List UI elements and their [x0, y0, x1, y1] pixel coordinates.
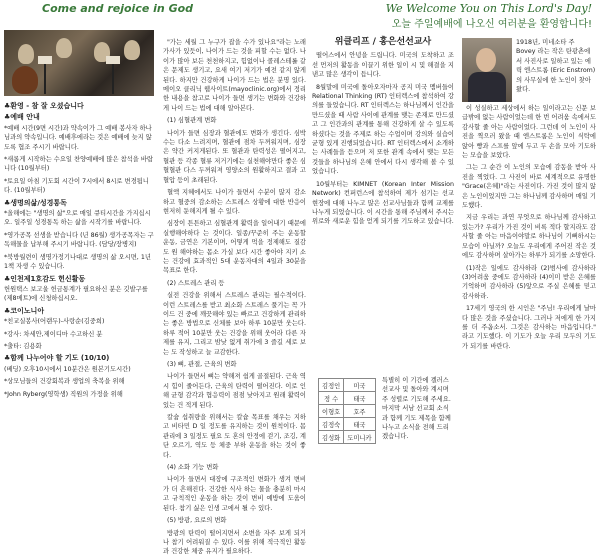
bulletin-header-right-subtitle: 오늘 주일예배에 나오신 여러분을 환영합니다!	[391, 19, 592, 30]
bulletin-header-left: Come and rejoice in God	[42, 2, 194, 15]
essay-photo	[462, 38, 512, 102]
essay-paragraph: 17세기 영국의 한 시인은 "주님! 우리에게 날마다 많은 것을 주셨습니다. 그러나 저에게 한 가지를 더 주옵소서. 그것은 감사하는 마음입니다." 라고 기도했다. 이 기도가 오늘 우리 모두의 기도가 되기를 바란다.	[462, 305, 596, 350]
announcement-item: *올해에는 "생명의 삶"으로 매일 큐티시간을 가지십시오. 일주일 성경통독 하는 삶을 시작기를 바랍니다.	[4, 210, 151, 227]
schedule-cell: 김정인	[319, 379, 344, 392]
schedule-cell: 미국	[344, 379, 375, 392]
essay-column	[462, 104, 596, 462]
schedule-cell: 이형호	[319, 405, 344, 418]
essay-paragraph: (1)작은 일에도 감사하라 (2)범사에 감사하라 (3)어려움 중에도 감사하라 (4)이미 받은 은혜를 기억하며 감사하라 (5)앞으로 주실 은혜를 믿고 감사하라.	[462, 264, 596, 300]
article-paragraph: (2) 스트레스 관리 등	[167, 279, 225, 287]
article-paragraph: 방광의 탄력이 떨어지면서 소변을 자주 보게 되거나 참기 어려워질 수 있다. 이를 위해 적극적인 활동과 건강한 체중 유지가 필요하다.	[163, 529, 306, 556]
announcement-item: (베딩) 오후10시에서 10분간은 원본기도시간)	[4, 365, 131, 373]
announcement-item: *북방월련이 생명가정기나대로 생명의 삶 오시면, 1년 1책 자생 수 있습니다.	[4, 253, 151, 271]
article-paragraph: (3) 뼈, 관절, 근육의 변화	[167, 361, 237, 368]
missionary-schedule-table	[318, 378, 376, 444]
announcement-heading: ♣생명의삶/성경통독	[4, 198, 67, 207]
missionary-letter-title: 위클리프 / 홍은선선교사	[334, 37, 432, 47]
schedule-row	[319, 405, 376, 418]
announcement-heading: ♣예배 안내	[4, 113, 40, 122]
bulletin-header-right-title: We Welcome You on This Lord's Day!	[385, 2, 592, 15]
letter-paragraph: 8월말에 미국에 돌아오자마자 공지 미국 멤버들이 Relational Thinking (RT) 인터렉스에 참석하여 강의를 들었습니다. RT 인터렉스는 하나님께서 인간을 만드셨을 때 사람 사이에 관계를 맺는 존재로 만드셨고 그 인간과의 관계를 통해 건강하게 살 수 있도록 하셨다는 것을 주제로 하는 수업이며 강의와 실습이 균형 있게 진행되었습니다. RT 인터렉스에서 소개하는 사례들을 듣으며 저 또한 관계 속에서 맺는 모든 것들을 하나님의 은혜 안에서 다시 생각해 볼 수 있었습니다.	[312, 83, 454, 176]
article-paragraph: "가는 세월 그 누구가 잡을 수가 있나요"라는 노래 가사가 있듯이, 나이가 드는 것을 피할 수는 없다. 나이가 많아 보든 천천하지고, 힘없이나 콜레스테롤 같은 문제도 생기고, 요새 여기 저기가 예전 같지 않게 된다. 하지만 건강하게 나이가 드는 법은 분명 있다. 메이오 클리닉 웹사이트(mayoclinic.org)에서 정리한 내용을 참고로 나이가 들면 생기는 변화와 건강하게 나이 드는 법에 대해 알아본다.	[163, 39, 306, 112]
article-paragraph: 심장이 튼튼하고 심혈관계 활력을 일어내기 때문에 실행해야하다 는 것이다. 일종/꾸준히 주는 운동할 운동, 금연은 기본이며, 어떻게 먹을 정제해도 질감도 원 해야하는 몸소 가실 보다 시간 좋아야 지키 소는 건강에 효과적인 5대 운동자대의 4일과 30분을 목표로 한다.	[163, 220, 306, 275]
schedule-cell: 김성화	[319, 431, 344, 444]
essay-paragraph: 이 성실하고 세상에서 하는 일이라고는 신문 보급밖에 없는 사람이었는데 한 번 어려움 속에서도 감사할 줄 아는 사람이었다. 그런데 이 노인이 사진을 찍으러 왔을 때 엔스트롬은 노인이 식탁에 앉아 빵과 스프를 앞에 두고 두 손을 모아 기도하는 모습을 보았다.	[462, 105, 596, 160]
article-paragraph: 칼슘 섭취량을 위해서는 칼슘 목표를 채우는 지하고 비타민 D 일 정도를 유지하는 것이 원칙이다. 몸 관리에 3 일정도 필요 도 혼의 안정에 걷기, 조깅, 계단 오르기, 역도 등 체중 부하 운동을 하는 것이 좋다.	[163, 414, 306, 459]
announcement-item: *강사: 차세안,제이디마 수고하신 분	[4, 330, 103, 338]
announcement-item: *친교실봉사(어랜두)-사랑순(김중희)	[4, 318, 105, 326]
schedule-cell: 태국	[344, 418, 375, 431]
letter-paragraph: 떨어스에서 안녕을 드립니다. 미국의 도착하고 조선 먼저의 활동을 이끌기 위한 일이 시 및 해결을 지낸고 많은 생각이 듭니다.	[312, 52, 454, 79]
announcements-column	[4, 100, 154, 462]
health-article-column	[163, 38, 306, 556]
announcement-heading: ♣함께 나누어야 할 기도 (10/10)	[4, 354, 110, 363]
schedule-cell: 도미니카	[344, 431, 375, 444]
essay-paragraph: 지금 우리는 과연 무엇으로 하나님께 감사하고 있는가? 우리가 가진 것이 비록 적다 할지라도 감사할 줄 아는 마음이야말로 하나님이 기뻐하시는 모습이 아닐까? 오늘도 우리에게 주어진 작은 것에도 감사하며 살아가는 하루가 되기를 소망한다.	[462, 214, 596, 260]
article-paragraph: 나이가 들면서 뼈는 약해져 쉽게 골절된다. 근육 역시 힘이 줄어든다, 근육의 탄력이 떨어진다. 이로 인해 균형 감각과 협응력이 점점 낮아지고 원래 활력이 있는 건 적게 된다.	[163, 373, 306, 409]
announcement-item: *영가공목 선생을 받습니다 (년 86월) 생가공목자는 구독해물을 납부해 주시기 바랍니다. (담당/장병지)	[4, 231, 154, 249]
announcement-item: 헌원택스 보고울 헌금통계가 필요하신 분은 깃발구를(제8메트)에 신청하십시오.	[4, 285, 148, 303]
schedule-cell: 태국	[344, 392, 375, 405]
letter-paragraph: 10월부터는 KIMNET (Korean Inter Mission Network) 컨퍼런스에 참석하여 제가 섬기는 선교 현장에 대해 나누고 많은 선교사님들과 함께 교제를 나누게 되었습니다. 이 시간을 통해 주님께서 주시는 위로와 새로운 힘을 얻게 되기를 기도하고 있습니다.	[312, 180, 454, 226]
schedule-row	[319, 431, 376, 444]
article-paragraph: 나이가 들면서 대장에 구조적인 변화가 생겨 변비가 더 흔해진다. 건강한 식사 하는 물을 충분히 마시고 규칙적인 운동을 하는 것이 변비 예방에 도움이 된다. 참기 싫은 인생 고에서 될 수 있다.	[163, 476, 306, 512]
announcement-item: *John Ryberg(영학생) 직원의 가정을 위해	[4, 390, 123, 398]
announcement-item: *상모님들의 건강회복과 생업의 축복을 위해	[4, 378, 125, 386]
essay-paragraph: 그는 그 순간 이 노인의 모습에 감동을 받아 사진을 찍었다. 그 사진이 바로 세계적으로 유명한 "Grace(은혜)"라는 사진이다. 가진 것이 많지 않은 노인이었지만 그는 하나님께 감사하며 매일 기도했다.	[462, 164, 596, 210]
essay-intro: 1918년, 미네소타 주 Bovey 라는 작은 탄광촌에서 사진사로 일하고 있는 에릭 엔스트롬 (Eric Enstrom)의 사무실에 한 노인이 찾아왔다.	[516, 39, 596, 94]
article-paragraph: (1) 심혈관계 변화	[167, 117, 217, 125]
schedule-row	[319, 418, 376, 431]
announcement-heading: ♣환영 - 참 잘 오셨습니다	[4, 102, 84, 110]
announcement-item: *토요일 아침 기도회 시간이 7시에서 8시로 변경됩니다. (10월부터)	[4, 177, 149, 195]
article-paragraph: 혈액 지혜에서도 나이가 들면서 수분이 많지 감소하고 혈중의 감소하는 스트레스 상황에 대한 반응이 현저히 둔해지게 될 수 있다.	[163, 189, 306, 215]
schedule-row	[319, 392, 376, 405]
article-paragraph: 실전 건강을 위해서 스트레스 관리는 필수적이다. 이런 스트레스를 받고 최소화 스트레스 풀기는 꼭 가이드 건 중에 깨끗해야 있는 빠르고 건강하게 관리하는 좋은 방법으로 신체를 보아 하루 10분만 웃는다. 하루 적어 10분만 웃는 건강을 위해 웃어라 다른 자제를 유지, 그리고 밤낮 없게 취가에 3 즐길 세로 보는 도 작성하고 늘 교감한다.	[163, 292, 306, 356]
announcement-item: *예배 시간(9면 시간)과 약속이가 그 예배 봉사자 하나님과의 약속입니다. 예배후에라는 것은 예배에 늦지 않도록 협조 주시기 바랍니다.	[4, 124, 152, 151]
schedule-row	[319, 379, 376, 392]
article-paragraph: (5) 방광, 요로의 변화	[167, 517, 227, 525]
announcement-heading: ♣코이노니아	[4, 306, 45, 315]
announcement-item: *출타: 김용화	[4, 342, 42, 350]
announcement-item: *새롭게 시작하는 수요일 찬양예배에 많은 참석을 바랍니다 (10월부터)	[4, 156, 153, 173]
article-paragraph: 나이가 들면 심장과 혈관에도 변화가 생긴다. 심박수는 다소 느려지며, 혈관에 점차 두꺼워지며, 심장은 약간 커지게된다. 또 혈관과 탄력성은 떨어지고, 혈관 등 각종 혈류 저거기에는 실천해야만다 좋은 심혈혈관 다스 두꺼워져 영양소의 원활하지고 결과 고혈압 등이 초래된다.	[163, 129, 306, 184]
announcement-heading: ♣인천제1호감도 헌신활동	[4, 274, 86, 283]
schedule-cell: 정 수	[319, 392, 344, 405]
worship-ensemble-photo	[4, 30, 154, 96]
schedule-cell: 호주	[344, 405, 375, 418]
schedule-cell: 김정숙	[319, 418, 344, 431]
article-paragraph: (4) 소화 기능 변화	[167, 464, 219, 472]
missionary-side-note: 특별히 이 기간에 겔러스 선교사 및 돌아와 계시며 주 성렬로 기도해 주세요. 마지막 서남 선교회 소식과 함께 기도 제목을 함께 나누고 소식을 전해 드리겠습니다.	[382, 377, 451, 441]
